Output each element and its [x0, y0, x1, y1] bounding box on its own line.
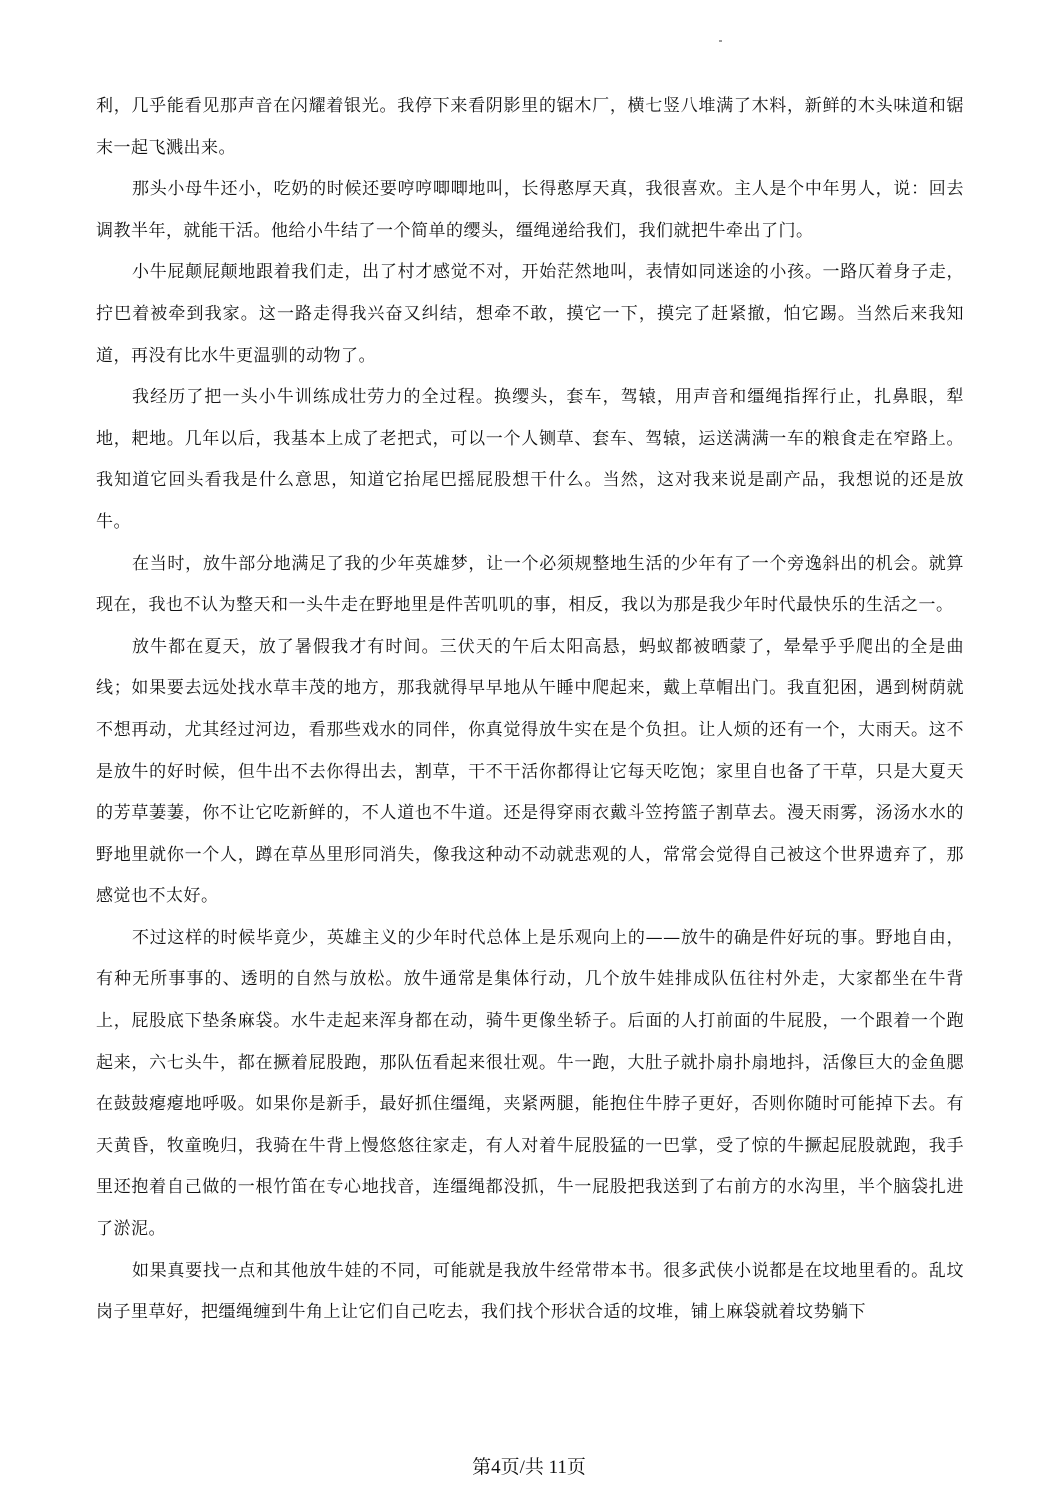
paragraph-4: 我经历了把一头小牛训练成壮劳力的全过程。换缨头，套车，驾辕，用声音和缰绳指挥行止，扎鼻眼，犁地，耙地。几年以后，我基本上成了老把式，可以一个人铡草、套车、驾辕，运送满满一车的粮食走在窄路上。我知道它回头看我是什么意思，知道它抬尾巴摇屁股想干什么。当然，这对我来说是副产品，我想说的还是放牛。 [96, 387, 964, 532]
page-number: 第4页/共 11页 [472, 1457, 586, 1478]
paragraph-2: 那头小母牛还小，吃奶的时候还要哼哼唧唧地叫，长得憨厚天真，我很喜欢。主人是个中年男人，说：回去调教半年，就能干活。他给小牛结了一个简单的缨头，缰绳递给我们，我们就把牛牵出了门。 [96, 179, 964, 241]
paragraph-8: 如果真要找一点和其他放牛娃的不同，可能就是我放牛经常带本书。很多武侠小说都是在坟地里看的。乱坟岗子里草好，把缰绳缠到牛角上让它们自己吃去，我们找个形状合适的坟堆，铺上麻袋就着坟势躺下 [96, 1260, 964, 1323]
article-body [96, 86, 964, 1334]
paragraph-7: 不过这样的时候毕竟少，英雄主义的少年时代总体上是乐观向上的——放牛的确是件好玩的事。野地自由，有种无所事事的、透明的自然与放松。放牛通常是集体行动，几个放牛娃排成队伍往村外走，大家都坐在牛背上，屁股底下垫条麻袋。水牛走起来浑身都在动，骑牛更像坐轿子。后面的人打前面的牛屁股，一个跟着一个跑起来，六七头牛，都在撅着屁股跑，那队伍看起来很壮观。牛一跑，大肚子就扑扇扑扇地抖，活像巨大的金鱼腮在鼓鼓瘪瘪地呼吸。如果你是新手，最好抓住缰绳，夹紧两腿，能抱住牛脖子更好，否则你随时可能掉下去。有天黄昏，牧童晚归，我骑在牛背上慢悠悠往家走，有人对着牛屁股猛的一巴掌，受了惊的牛撅起屁股就跑，我手里还抱着自己做的一根竹笛在专心地找音，连缰绳都没抓，牛一屁股把我送到了右前方的水沟里，半个脑袋扎进了淤泥。 [96, 927, 964, 1240]
paragraph-3: 小牛屁颠屁颠地跟着我们走，出了村才感觉不对，开始茫然地叫，表情如同迷途的小孩。一路仄着身子走，拧巴着被牵到我家。这一路走得我兴奋又纠结，想牵不敢，摸它一下，摸完了赶紧撤，怕它踢。当然后来我知道，再没有比水牛更温驯的动物了。 [96, 262, 964, 366]
paragraph-6: 放牛都在夏天，放了暑假我才有时间。三伏天的午后太阳高悬，蚂蚁都被晒蒙了，晕晕乎乎爬出的全是曲线；如果要去远处找水草丰茂的地方，那我就得早早地从午睡中爬起来，戴上草帽出门。我直犯困，遇到树荫就不想再动，尤其经过河边，看那些戏水的同伴，你真觉得放牛实在是个负担。让人烦的还有一个，大雨天。这不是放牛的好时候，但牛出不去你得出去，割草，干不干活你都得让它每天吃饱；家里自也备了干草，只是大夏天的芳草萋萋，你不让它吃新鲜的，不人道也不牛道。还是得穿雨衣戴斗笠挎篮子割草去。漫天雨雾，汤汤水水的野地里就你一个人，蹲在草丛里形同消失，像我这种动不动就悲观的人，常常会觉得自己被这个世界遗弃了，那感觉也不太好。 [96, 636, 964, 907]
paragraph-5: 在当时，放牛部分地满足了我的少年英雄梦，让一个必须规整地生活的少年有了一个旁逸斜出的机会。就算现在，我也不认为整天和一头牛走在野地里是件苦叽叽的事，相反，我以为那是我少年时代最快乐的生活之一。 [96, 553, 964, 616]
paragraph-1: 利，几乎能看见那声音在闪耀着银光。我停下来看阴影里的锯木厂，横七竖八堆满了木料，新鲜的木头味道和锯末一起飞溅出来。 [96, 96, 964, 158]
scan-mark [719, 40, 722, 42]
